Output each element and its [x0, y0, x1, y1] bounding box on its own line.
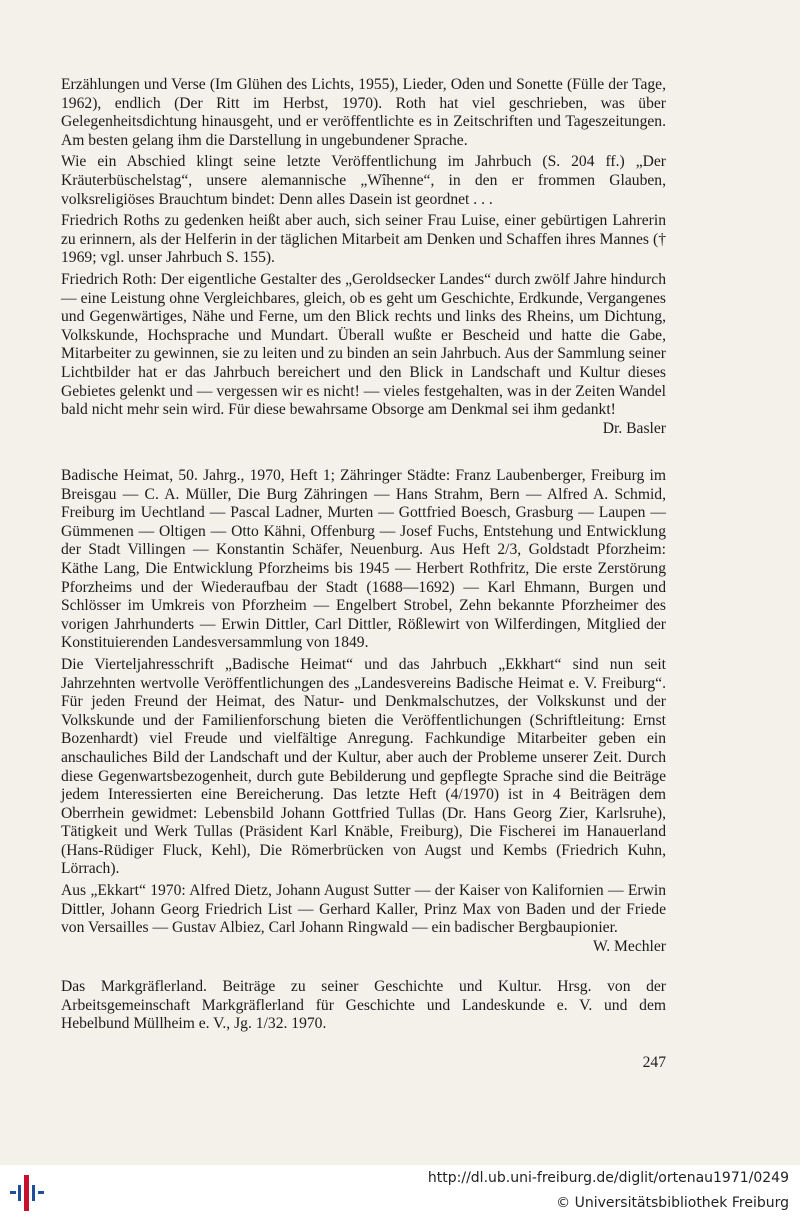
article-markgraeflerland-review	[61, 978, 666, 1037]
article-badische-heimat-review	[61, 467, 666, 956]
permalink-link[interactable]: http://dl.ub.uni-freiburg.de/diglit/ortenau1971/0249	[427, 1170, 789, 1186]
paragraph: Friedrich Roths zu gedenken heißt aber auch, sich seiner Frau Luise, einer gebürtigen Lahrerin zu erinnern, als der Helferin in der täglichen Mitarbeit am Denken und Schaffen ihres Mannes († 1969; vgl. unser Jahrbuch S. 155).	[61, 212, 666, 267]
author-signature: W. Mechler	[592, 937, 666, 955]
viewer-footer	[0, 1165, 800, 1220]
copyright-notice: © Universitätsbibliothek Freiburg	[556, 1195, 789, 1211]
paragraph-text: Aus „Ekkart“ 1970: Alfred Dietz, Johann August Sutter — der Kaiser von Kalifornien — Erwin Dittler, Johann Georg Friedrich List — Gerhard Kaller, Prinz Max von Baden und der Friede von Versailles — Gustav Albiez, Carl Johann Ringwald — ein badischer Bergbaupionier.	[61, 882, 666, 937]
page-number: 247	[642, 1054, 666, 1071]
paragraph-text: Friedrich Roth: Der eigentliche Gestalter des „Geroldsecker Landes“ durch zwölf Jahre hindurch — eine Leistung ohne Vergleichbares, gleich, ob es geht um Geschichte, Erdkunde, Vergangenes und Gegenwärtiges, Nähe und Ferne, um den Blick rechts und links des Rheins, um Dichtung, Volkskunde, Hochsprache und Mundart. Überall wußte er Bescheid und hatte die Gabe, Mitarbeiter zu gewinnen, sie zu leiten und zu binden an sein Jahrbuch. Aus der Sammlung seiner Lichtbilder hat er das Jahrbuch bereichert und den Blick in Landschaft und Kultur dieses Gebietes gelenkt und — vergessen wir es nicht! — vieles festgehalten, was in der Zeiten Wandel bald nicht mehr sein wird. Für diese bewahrsame Obsorge am Denkmal sei ihm gedankt!	[61, 270, 666, 419]
paragraph: Erzählungen und Verse (Im Glühen des Lichts, 1955), Lieder, Oden und Sonette (Fülle der Tage, 1962), endlich (Der Ritt im Herbst, 1970). Roth hat viel geschrieben, was über Gelegenheitsdichtung hinausgeht, und er veröffentlichte es in Zeitschriften und Tageszeitungen. Am besten gelang ihm die Darstellung in ungebundener Sprache.	[61, 76, 666, 149]
paragraph	[61, 882, 666, 955]
author-signature: Dr. Basler	[602, 419, 666, 437]
paragraph	[61, 270, 666, 437]
paragraph: Wie ein Abschied klingt seine letzte Veröffentlichung im Jahrbuch (S. 204 ff.) „Der Kräuterbüschelstag“, unsere alemannische „Wîhenne“, in den er frommen Glauben, volksreligiöses Brauchtum bindet: Denn alles Dasein ist geordnet . . .	[61, 153, 666, 208]
paragraph: Die Vierteljahresschrift „Badische Heimat“ und das Jahrbuch „Ekkhart“ sind nun seit Jahrzehnten wertvolle Veröffentlichungen des „Landesvereins Badische Heimat e. V. Freiburg“. Für jeden Freund der Heimat, des Natur- und Denkmalschutzes, der Volkskunst und der Volkskunde und der Familienforschung bieten die Veröffentlichungen (Schriftleitung: Ernst Bozenhardt) viel Freude und vielfältige Anregung. Fachkundige Mitarbeiter geben ein anschauliches Bild der Landschaft und der Kultur, aber auch der Probleme unserer Zeit. Durch diese Gegenwartsbezogenheit, durch gute Bebilderung und gepflegte Sprache sind die Beiträge jedem Interessierten eine Bereicherung. Das letzte Heft (4/1970) ist in 4 Beiträgen dem Oberrhein gewidmet: Lebensbild Johann Gottfried Tullas (Dr. Hans Georg Zier, Karlsruhe), Tätigkeit und Werk Tullas (Präsident Karl Knäble, Freiburg), Die Fischerei im Hanauerland (Hans-Rüdiger Fluck, Kehl), Die Römerbrücken von Augst und Kembs (Friedrich Kuhn, Lörrach).	[61, 655, 666, 878]
article-roth-obituary	[61, 76, 666, 438]
paragraph: Das Markgräflerland. Beiträge zu seiner Geschichte und Kultur. Hrsg. von der Arbeitsgemeinschaft Markgräflerland für Geschichte und Landeskunde e. V. und dem Hebelbund Müllheim e. V., Jg. 1/32. 1970.	[61, 978, 666, 1033]
paragraph: Badische Heimat, 50. Jahrg., 1970, Heft 1; Zähringer Städte: Franz Laubenberger, Freiburg im Breisgau — C. A. Müller, Die Burg Zähringen — Hans Strahm, Bern — Alfred A. Schmid, Freiburg im Uechtland — Pascal Ladner, Murten — Gottfried Boesch, Grasburg — Laupen — Gümmenen — Oltigen — Otto Kähni, Offenburg — Josef Fuchs, Entstehung und Entwicklung der Stadt Villingen — Konstantin Schäfer, Neuenburg. Aus Heft 2/3, Goldstadt Pforzheim: Käthe Lang, Die Entwicklung Pforzheims bis 1945 — Herbert Rothfritz, Die erste Zerstörung Pforzheims und der Wiederaufbau der Stadt (1688—1692) — Karl Ehmann, Burgen und Schlösser im Umkreis von Pforzheim — Engelbert Strobel, Zehn bekannte Pforzheimer des vorigen Jahrhunderts — Erwin Dittler, Carl Dittler, Rößlewirt von Wilferdingen, Mitglied der Konstituierenden Landesversammlung von 1849.	[61, 467, 666, 652]
university-library-logo-icon	[8, 1171, 52, 1215]
